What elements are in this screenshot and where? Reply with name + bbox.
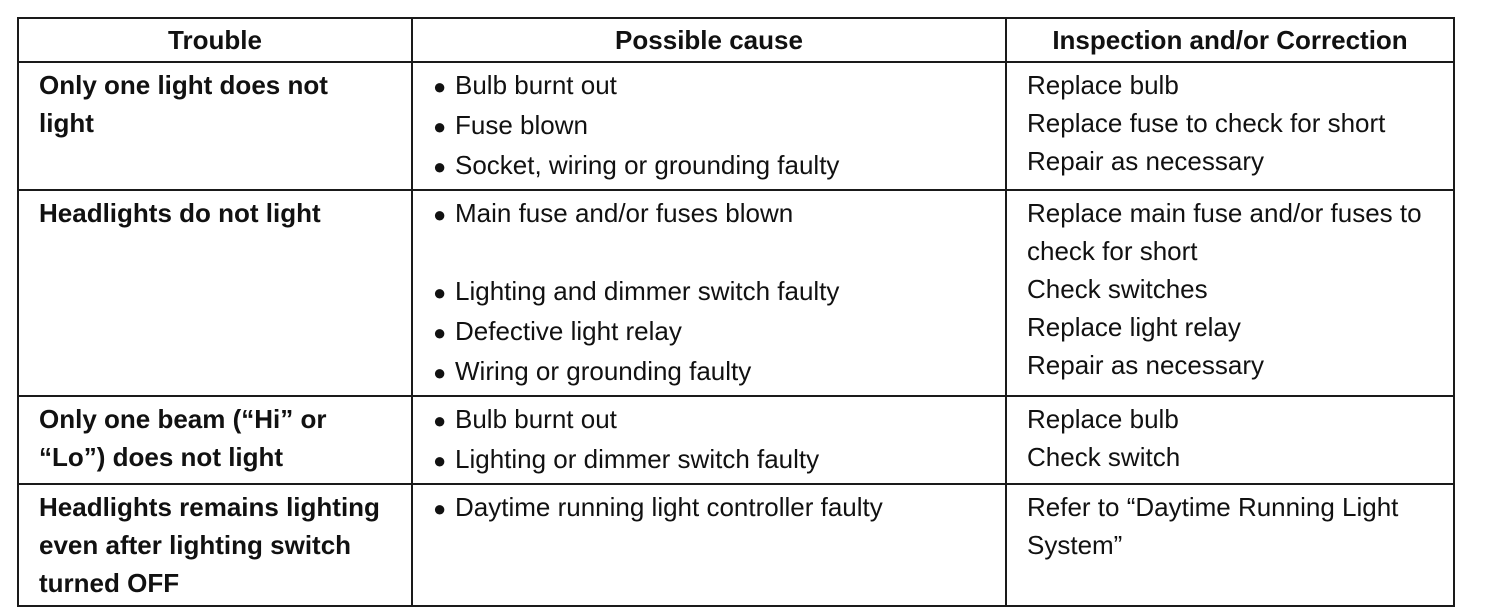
trouble-cell <box>18 62 412 190</box>
cause-cell <box>412 396 1006 484</box>
cause-item: ● Defective light relay <box>433 312 995 352</box>
header-trouble: Trouble <box>18 18 412 62</box>
correction-item: Replace light relay <box>1027 312 1241 342</box>
correction-cell <box>1006 190 1454 396</box>
bullet-icon: ● <box>433 408 447 433</box>
trouble-cell <box>18 484 412 606</box>
troubleshooting-table <box>17 17 1455 607</box>
correction-item: Refer to “Daytime Running Light System” <box>1027 492 1399 560</box>
cause-cell <box>412 190 1006 396</box>
correction-item: Repair as necessary <box>1027 350 1264 380</box>
cause-spacer <box>433 234 995 272</box>
table-row <box>18 484 1454 606</box>
trouble-cell <box>18 190 412 396</box>
correction-item: Replace main fuse and/or fuses to check for short <box>1027 198 1422 266</box>
table-header-row <box>18 18 1454 62</box>
bullet-icon: ● <box>433 154 447 179</box>
cause-item: ● Fuse blown <box>433 106 995 146</box>
correction-cell <box>1006 396 1454 484</box>
cause-item: ● Bulb burnt out <box>433 400 995 440</box>
bullet-icon: ● <box>433 360 447 385</box>
cause-item: ● Bulb burnt out <box>433 66 995 106</box>
trouble-text: Headlights remains lighting even after lighting switch turned OFF <box>39 492 380 598</box>
correction-item: Check switch <box>1027 442 1181 472</box>
table-row <box>18 62 1454 190</box>
header-inspection-correction: Inspection and/or Correction <box>1006 18 1454 62</box>
cause-item: ● Lighting or dimmer switch faulty <box>433 440 995 480</box>
cause-cell <box>412 484 1006 606</box>
correction-cell <box>1006 62 1454 190</box>
bullet-icon: ● <box>433 114 447 139</box>
trouble-text: Headlights do not light <box>39 198 321 228</box>
bullet-icon: ● <box>433 202 447 227</box>
correction-item: Replace fuse to check for short <box>1027 108 1386 138</box>
table-row <box>18 190 1454 396</box>
header-possible-cause: Possible cause <box>412 18 1006 62</box>
troubleshooting-table-container <box>17 17 1455 607</box>
correction-item: Check switches <box>1027 274 1208 304</box>
table-row <box>18 396 1454 484</box>
correction-item: Replace bulb <box>1027 70 1179 100</box>
trouble-text: Only one light does not light <box>39 70 328 138</box>
cause-item: ● Daytime running light controller faulty <box>433 488 995 528</box>
trouble-cell <box>18 396 412 484</box>
trouble-text: Only one beam (“Hi” or “Lo”) does not light <box>39 404 327 472</box>
correction-cell <box>1006 484 1454 606</box>
bullet-icon: ● <box>433 320 447 345</box>
bullet-icon: ● <box>433 74 447 99</box>
cause-item: ● Lighting and dimmer switch faulty <box>433 272 995 312</box>
bullet-icon: ● <box>433 448 447 473</box>
cause-item: ● Wiring or grounding faulty <box>433 352 995 392</box>
cause-item: ● Socket, wiring or grounding faulty <box>433 146 995 186</box>
cause-cell <box>412 62 1006 190</box>
correction-item: Replace bulb <box>1027 404 1179 434</box>
bullet-icon: ● <box>433 280 447 305</box>
cause-item: ● Main fuse and/or fuses blown <box>433 194 995 234</box>
bullet-icon: ● <box>433 496 447 521</box>
correction-item: Repair as necessary <box>1027 146 1264 176</box>
